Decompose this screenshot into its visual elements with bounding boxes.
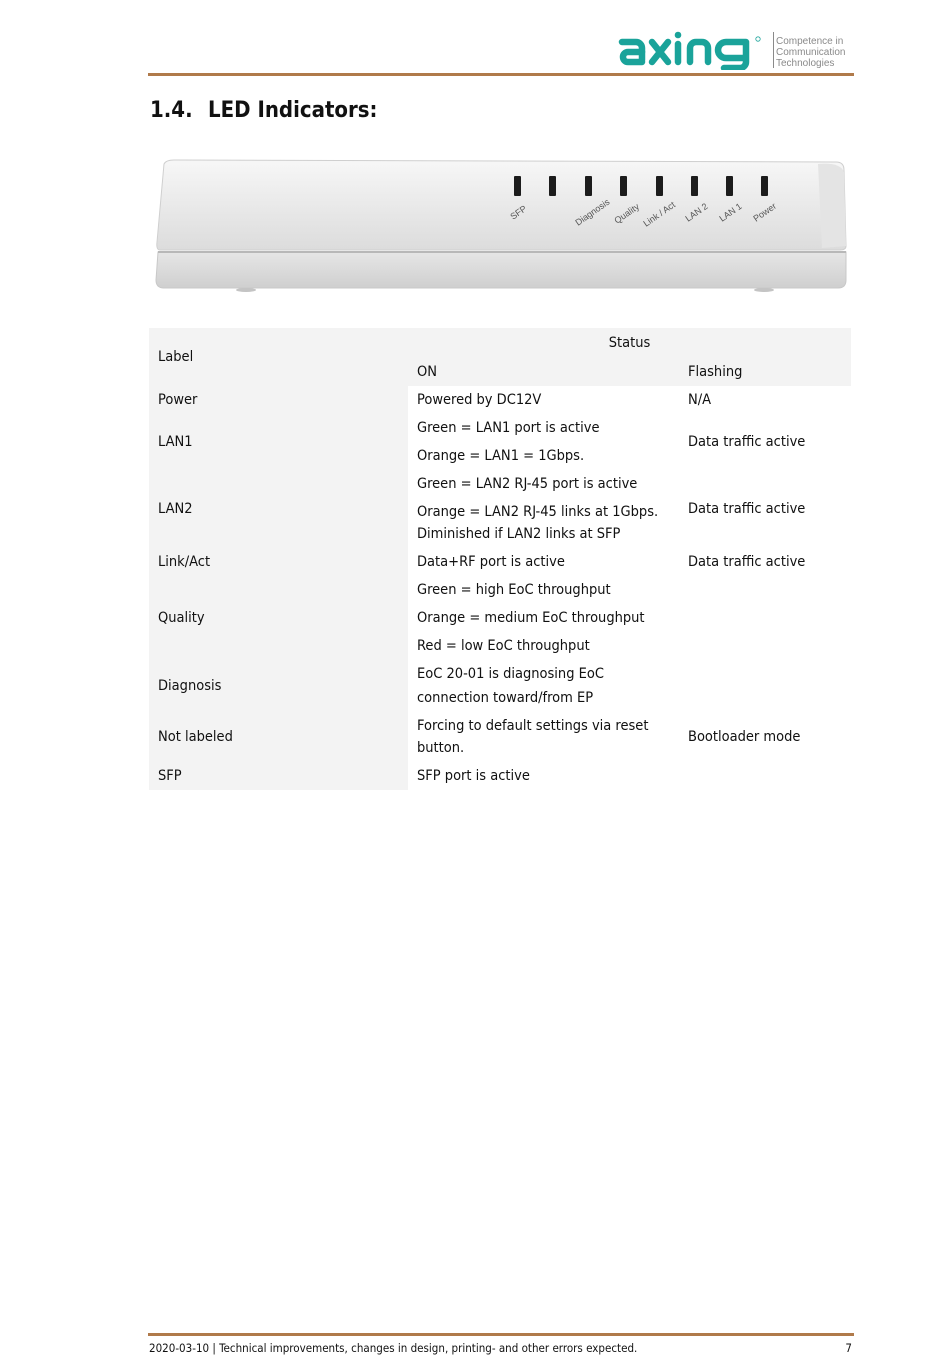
led-label-sfp: SFP (508, 203, 529, 222)
led-label-power: Power (751, 200, 779, 224)
table-row (149, 660, 851, 712)
row-label: LAN1 (149, 414, 408, 470)
led-window (726, 176, 733, 196)
row-flashing (679, 660, 851, 712)
row-on: SFP port is active (417, 768, 530, 784)
page-footer (148, 1333, 854, 1355)
led-label-diagnosis: Diagnosis (573, 196, 612, 228)
row-label: Not labeled (149, 712, 408, 762)
header-flashing: Flashing (679, 358, 851, 386)
led-window (549, 176, 556, 196)
section-heading (150, 98, 377, 123)
row-on (408, 712, 679, 762)
row-label: Quality (149, 576, 408, 660)
led-window (761, 176, 768, 196)
led-window (514, 176, 521, 196)
led-window (620, 176, 627, 196)
led-label-lan2: LAN 2 (683, 201, 710, 224)
row-label: Diagnosis (149, 660, 408, 712)
footer-rule (148, 1333, 854, 1336)
led-label-quality: Quality (612, 201, 642, 226)
table-row (149, 576, 851, 604)
row-on: Orange = medium EoC throughput (417, 610, 645, 626)
row-on: Powered by DC12V (417, 392, 542, 408)
row-label: Power (149, 386, 408, 414)
axing-logo (614, 30, 766, 70)
row-on-line: EoC 20-01 is diagnosing EoC (417, 666, 604, 682)
table-header-row (149, 328, 851, 358)
row-flashing: Bootloader mode (688, 729, 801, 745)
row-label: Link/Act (149, 548, 408, 576)
led-indicator-table (149, 328, 851, 790)
tagline-line-3: Technologies (776, 58, 835, 69)
row-flashing: Data traffic active (688, 554, 806, 570)
section-number: 1.4. (150, 98, 193, 123)
device-front-illustration (150, 150, 852, 300)
header-on: ON (408, 358, 679, 386)
header-rule (148, 73, 854, 76)
row-on: Red = low EoC throughput (417, 638, 590, 654)
tagline-line-2: Communication (776, 47, 846, 58)
led-window (656, 176, 663, 196)
tagline-line-1: Competence in (776, 36, 844, 47)
logo-divider (773, 32, 774, 68)
row-on-line: connection toward/from EP (417, 690, 594, 706)
row-on: Data+RF port is active (417, 554, 565, 570)
led-label-lan1: LAN 1 (717, 201, 744, 224)
table-row (149, 470, 851, 498)
row-on-line: Forcing to default settings via reset (417, 718, 649, 734)
table-row (149, 548, 851, 576)
row-label: SFP (149, 762, 408, 790)
row-on: Orange = LAN1 = 1Gbps. (417, 448, 585, 464)
page-header (148, 28, 854, 76)
row-on: Green = LAN1 port is active (417, 420, 600, 436)
table-row (149, 762, 851, 790)
led-window (585, 176, 592, 196)
row-on-line: Orange = LAN2 RJ-45 links at 1Gbps. (417, 504, 659, 520)
row-flashing (679, 576, 851, 660)
table-row (149, 386, 851, 414)
row-flashing: N/A (688, 392, 712, 408)
row-on: Green = LAN2 RJ-45 port is active (417, 476, 638, 492)
table-row (149, 414, 851, 442)
company-tagline (776, 36, 850, 69)
row-on (408, 498, 679, 548)
page-number: 7 (845, 1341, 852, 1355)
row-flashing (679, 762, 851, 790)
row-label: LAN2 (149, 470, 408, 548)
row-flashing: Data traffic active (688, 501, 806, 517)
row-on: Green = high EoC throughput (417, 582, 611, 598)
row-flashing: Data traffic active (688, 434, 806, 450)
section-title-text: LED Indicators: (208, 98, 378, 123)
footer-disclaimer: 2020-03-10 | Technical improvements, changes in design, printing- and other errors expected. (149, 1341, 638, 1355)
header-label: Label (149, 328, 408, 386)
row-on-line: button. (417, 740, 465, 756)
row-on (408, 660, 679, 712)
led-window (691, 176, 698, 196)
axing-logo-graphic (614, 30, 766, 70)
header-status: Status (408, 328, 851, 358)
led-label-link-act: Link / Act (641, 199, 678, 229)
table-row (149, 712, 851, 762)
row-on-line: Diminished if LAN2 links at SFP (417, 526, 621, 542)
